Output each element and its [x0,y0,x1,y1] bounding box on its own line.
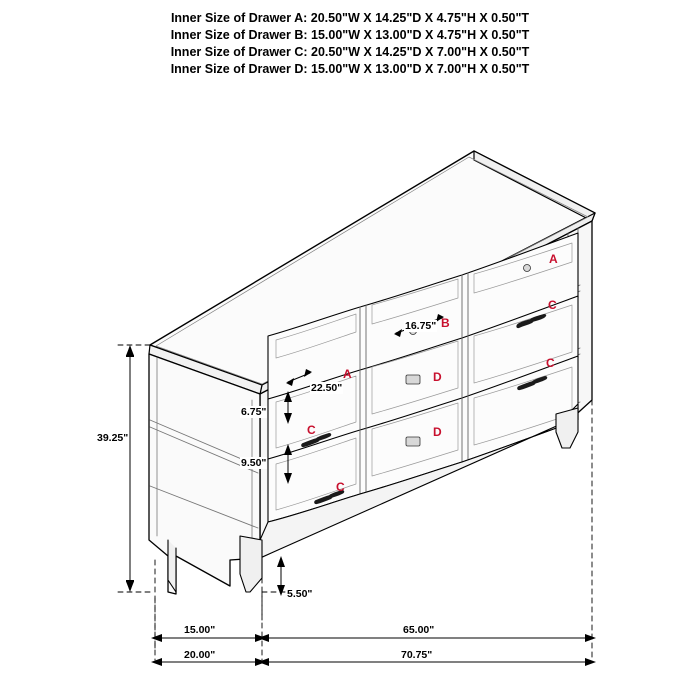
drawer-label-d-center-lower: D [433,425,442,439]
dim-label-width-front: 65.00" [403,624,435,636]
dim-label-side-drawer-width: 22.50" [311,382,343,394]
drawer-label-c-mid-right: C [546,356,555,370]
dim-label-leg-height: 5.50" [287,588,313,600]
drawer-label-b-center: B [441,316,450,330]
drawer-label-c-top-right: C [548,298,557,312]
drawer-label-d-center-upper: D [433,370,442,384]
dim-label-depth-overall: 20.00" [184,649,216,661]
dim-label-top-drawer-height: 6.75" [241,406,267,418]
dim-row-upper [151,634,596,642]
drawer-label-a-left: A [343,367,352,381]
dim-height-total [126,345,134,592]
drawer-label-c-left-lower: C [336,480,345,494]
dim-label-height-total: 39.25" [97,432,129,444]
dim-label-depth-side: 15.00" [184,624,216,636]
spec-line-b: Inner Size of Drawer B: 15.00"W X 13.00"D X 4.75"H X 0.50"T [170,28,530,42]
drawer-label-c-left-mid: C [307,423,316,437]
spec-line-d: Inner Size of Drawer D: 15.00"W X 13.00"D X 7.00"H X 0.50"T [170,62,530,76]
dim-row-lower [151,658,596,666]
dim-label-lower-drawer-height: 9.50" [241,457,267,469]
dim-label-width-overall: 70.75" [401,649,433,661]
drawer-label-a-right: A [549,252,558,266]
spec-line-a: Inner Size of Drawer A: 20.50"W X 14.25"D X 4.75"H X 0.50"T [170,11,530,25]
spec-line-c: Inner Size of Drawer C: 20.50"W X 14.25"D X 7.00"H X 0.50"T [170,45,530,59]
dim-label-front-drawer-width: 16.75" [405,320,437,332]
